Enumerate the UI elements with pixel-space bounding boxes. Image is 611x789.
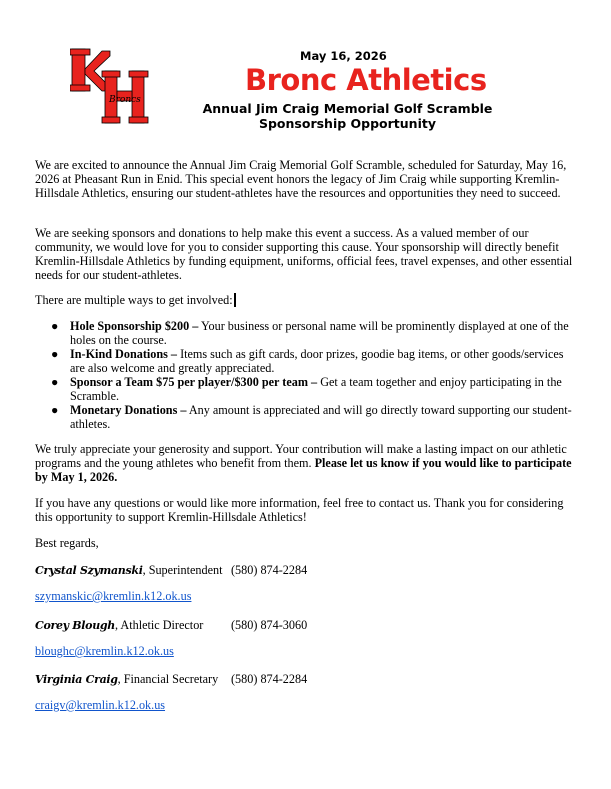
involvement-text: There are multiple ways to get involved:: [35, 293, 233, 307]
sponsor-paragraph: We are seeking sponsors and donations to help make this event a success. As a valued member of our community, we would love for you to consider supporting this cause. Your sponsorship will directly benefit Kremlin-Hillsdale Athletics by funding equipment, uniforms, official fees, travel expenses, and other essential needs for our student-athletes.: [35, 226, 573, 282]
bullet-icon: ●: [51, 319, 59, 333]
subtitle-line-2: Sponsorship Opportunity: [258, 116, 436, 131]
closing: Best regards,: [35, 536, 99, 550]
subtitle-line-1: Annual Jim Craig Memorial Golf Scramble: [202, 101, 493, 116]
contact-athletic-director: [35, 618, 203, 633]
contact-phone: (580) 874-2284: [231, 563, 308, 577]
email-link[interactable]: bloughc@kremlin.k12.ok.us: [35, 644, 174, 658]
option-text: Get a team together and enjoy participating in the Scramble.: [70, 375, 562, 403]
contact-financial-secretary: [35, 672, 218, 687]
signature: Virginia Craig: [35, 673, 118, 686]
involvement-paragraph: [35, 293, 580, 307]
option-text: Items such as gift cards, door prizes, goodie bag items, or other goods/services are also welcome and greatly appreciated.: [70, 347, 564, 375]
kh-broncs-logo: [70, 47, 150, 125]
option-text: Your business or personal name will be prominently displayed at one of the holes on the course.: [70, 319, 569, 347]
logo-script-text: Broncs: [109, 95, 141, 105]
contact-title: , Financial Secretary: [117, 672, 219, 686]
subtitle: [200, 101, 495, 131]
contact-phone: (580) 874-2284: [231, 672, 308, 686]
bullet-icon: ●: [51, 403, 59, 417]
email-link[interactable]: craigv@kremlin.k12.ok.us: [35, 698, 166, 712]
contact-title: , Athletic Director: [115, 618, 204, 632]
page-title: Bronc Athletics: [245, 63, 487, 97]
option-title: Hole Sponsorship $200 –: [70, 319, 199, 333]
intro-paragraph: We are excited to announce the Annual Jim Craig Memorial Golf Scramble, scheduled for Saturday, May 16, 2026 at Pheasant Run in Enid. This special event honors the legacy of Jim Craig while supporting Kremlin-Hillsdale Athletics, ensuring our student-athletes have the resources and opportunities they need to succeed.: [35, 158, 567, 200]
option-title: Monetary Donations –: [70, 403, 187, 417]
list-item: [35, 403, 580, 431]
option-text: Any amount is appreciated and will go directly toward supporting our student-athletes.: [70, 403, 572, 431]
deadline-text: Please let us know if you would like to participate by May 1, 2026.: [35, 456, 572, 484]
bullet-icon: ●: [51, 347, 59, 361]
bullet-icon: ●: [51, 375, 59, 389]
option-title: In-Kind Donations –: [70, 347, 178, 361]
event-date: May 16, 2026: [300, 49, 387, 63]
option-title: Sponsor a Team $75 per player/$300 per team –: [70, 375, 318, 389]
appreciation-text: We truly appreciate your generosity and support. Your contribution will make a lasting impact on our athletic programs and the young athletes who benefit from them.: [35, 442, 567, 470]
contact-title: , Superintendent: [142, 563, 223, 577]
sponsorship-options-list: [35, 319, 580, 431]
contact-phone: (580) 874-3060: [231, 618, 308, 632]
contact-paragraph: If you have any questions or would like more information, feel free to contact us. Thank you for considering this opportunity to support Kremlin-Hillsdale Athletics!: [35, 496, 564, 524]
contact-superintendent: [35, 563, 222, 578]
list-item: [35, 319, 580, 347]
text-cursor: [234, 293, 236, 307]
email-link[interactable]: szymanskic@kremlin.k12.ok.us: [35, 589, 192, 603]
list-item: [35, 347, 580, 375]
signature: Crystal Szymanski: [35, 564, 143, 577]
appreciation-paragraph: [35, 442, 580, 484]
signature: Corey Blough: [35, 619, 116, 632]
list-item: [35, 375, 580, 403]
